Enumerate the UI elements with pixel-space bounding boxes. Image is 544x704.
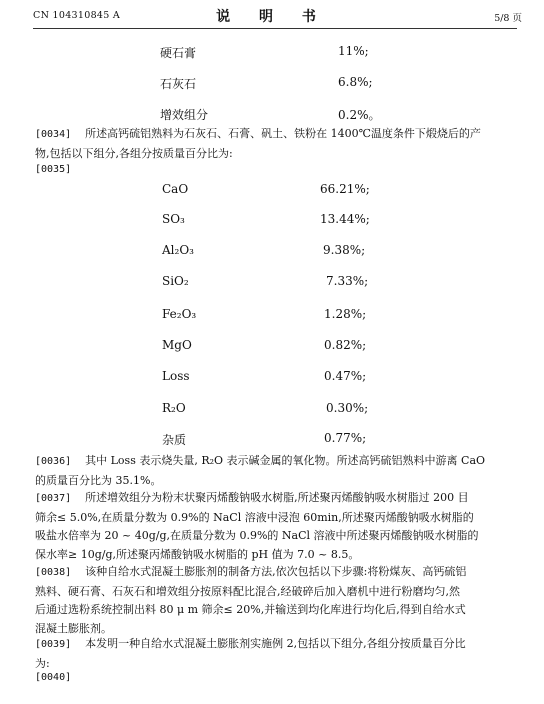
component-name: 硬石膏 <box>160 46 197 60</box>
page-header <box>0 6 544 28</box>
paragraph-line: 物,包括以下组分,各组分按质量百分比为: <box>35 146 233 160</box>
paragraph-0038 <box>35 563 503 638</box>
oxide-name: Loss <box>162 369 190 383</box>
oxide-name: SO₃ <box>162 212 185 226</box>
header-rule <box>33 28 517 29</box>
component-name: 石灰石 <box>160 77 197 91</box>
paragraph-0039 <box>35 635 503 673</box>
publication-number: CN 104310845 A <box>33 10 121 21</box>
paragraph-tag: [0037] <box>35 493 72 504</box>
oxide-value: 0.47%; <box>324 369 367 383</box>
paragraph-line: 后通过选粉系统控制出料 80 μ m 筛余≤ 20%,并输送到均化库进行均化后,得到自给水式 <box>35 603 466 616</box>
paragraph-line: 吸盐水倍率为 20 ~ 40g/g,在质量分数为 0.9%的 NaCl 溶液中所述聚丙烯酸钠吸水树脂的 <box>35 529 479 542</box>
paragraph-tag: [0036] <box>35 456 72 467</box>
paragraph-line: 其中 Loss 表示烧失量, R₂O 表示碱金属的氧化物。所述高钙硫铝熟料中游离 CaO <box>85 454 486 467</box>
oxide-value: 66.21%; <box>320 182 370 196</box>
paragraph-line: 混凝土膨胀剂。 <box>35 621 112 635</box>
paragraph-tag-0035: [0035] <box>35 164 72 175</box>
oxide-name: Fe₂O₃ <box>162 307 197 321</box>
oxide-value: 7.33%; <box>326 274 369 288</box>
oxide-name: 杂质 <box>162 433 187 447</box>
component-value: 11%; <box>338 44 369 58</box>
paragraph-line: 的质量百分比为 35.1%。 <box>35 473 162 487</box>
oxide-name: SiO₂ <box>162 274 189 288</box>
paragraph-line: 筛余≤ 5.0%,在质量分数为 0.9%的 NaCl 溶液中浸泡 60min,所述聚丙烯酸钠吸水树脂的 <box>35 510 474 524</box>
component-name: 增效组分 <box>160 108 209 122</box>
oxide-value: 0.82%; <box>324 338 367 352</box>
oxide-value: 0.30%; <box>326 401 369 415</box>
page-number: 5/8 页 <box>494 13 522 24</box>
oxide-name: Al₂O₃ <box>162 243 194 257</box>
oxide-name: CaO <box>162 182 189 196</box>
component-value: 0.2%。 <box>338 108 381 122</box>
paragraph-0034 <box>35 125 503 163</box>
paragraph-tag: [0034] <box>35 129 72 140</box>
oxide-value: 13.44%; <box>320 212 370 226</box>
oxide-value: 1.28%; <box>324 307 367 321</box>
paragraph-line: 本发明一种自给水式混凝土膨胀剂实施例 2,包括以下组分,各组分按质量百分比 <box>85 637 466 650</box>
paragraph-0037 <box>35 489 503 564</box>
paragraph-line: 该种自给水式混凝土膨胀剂的制备方法,依次包括以下步骤:将粉煤灰、高钙硫铝 <box>85 565 467 578</box>
paragraph-line: 所述高钙硫铝熟料为石灰石、石膏、矾土、铁粉在 1400℃温度条件下煅烧后的产 <box>85 127 481 140</box>
paragraph-tag-0040: [0040] <box>35 672 72 683</box>
paragraph-0036 <box>35 452 503 490</box>
paragraph-line: 保水率≥ 10g/g,所述聚丙烯酸钠吸水树脂的 pH 值为 7.0 ~ 8.5。 <box>35 547 360 561</box>
paragraph-line: 所述增效组分为粉末状聚丙烯酸钠吸水树脂,所述聚丙烯酸钠吸水树脂过 200 目 <box>85 491 469 504</box>
document-title: 说 明 书 <box>216 9 328 25</box>
component-value: 6.8%; <box>338 75 373 89</box>
oxide-value: 9.38%; <box>323 243 366 257</box>
paragraph-line: 熟料、硬石膏、石灰石和增效组分按原料配比混合,经破碎后加入磨机中进行粉磨均匀,然 <box>35 584 460 598</box>
paragraph-tag: [0039] <box>35 639 72 650</box>
oxide-name: MgO <box>162 338 192 352</box>
oxide-name: R₂O <box>162 401 186 415</box>
paragraph-line: 为: <box>35 656 50 670</box>
paragraph-tag: [0038] <box>35 567 72 578</box>
oxide-value: 0.77%; <box>324 431 367 445</box>
